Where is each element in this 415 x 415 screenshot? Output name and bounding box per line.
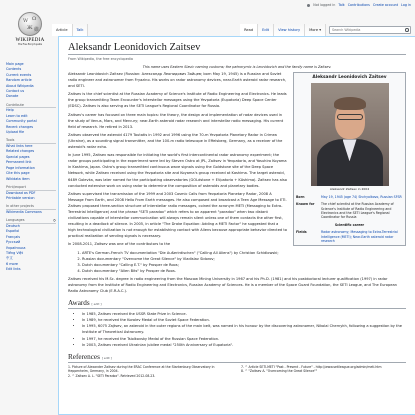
sidebar-item-printable-version[interactable]: Printable version — [6, 195, 35, 200]
page-title: Aleksandr Leonidovich Zaitsev — [68, 42, 406, 55]
infobox-row-fields — [296, 230, 403, 243]
logo-glyph: W — [23, 18, 29, 24]
sidebar-item-current-events[interactable]: Current events — [6, 72, 32, 77]
sidebar-item-learn-to-edit[interactable]: Learn to edit — [6, 113, 28, 118]
logo-wordmark: WIKIPEDIA — [15, 38, 45, 43]
infobox-row-known-for — [296, 202, 403, 220]
paragraph: In June 1995, Zaitsev was responsible for initiating the world's first intercontinental radar astronomy experiment; the radar groups participating in the experiment were led by Steven Ostro at JPL, Zaitsev in Yevpatoria, and Yasuhiro Koyama in Kashima, Japan. Ostro's group transmitted continuous wave signals using the Goldstone site of the Deep Space Network, while Zaitsev received using the Yevpatoria site and Koyama's group received at Kashima. The target asteroid, 6489 Golevka, was later named for the participating observatories (GOLdstone + EVpatoria + KAshima). Zaitsev has also conducted extensive work on using radar to determine the composition of asteroids and planetary bodies. — [68, 153, 287, 188]
sidebar-lang-ru[interactable]: Русский — [6, 240, 21, 245]
article-content — [58, 36, 415, 415]
sidebar-item-related-changes[interactable]: Related changes — [6, 149, 35, 154]
list-item: 1. ARTE's German-French TV documentation "Die Außerirdischen" ("Calling All Aliens") by Christian Schidlowski; — [82, 250, 406, 256]
wikipedia-logo[interactable] — [10, 12, 50, 56]
sidebar-item-commons[interactable]: Wikimedia Commons — [6, 209, 42, 214]
section-heading-references — [68, 353, 406, 363]
sidebar-item-page-information[interactable]: Page information — [6, 165, 35, 170]
list-item: • In 1997, he received the Tsiolkovsky Medal of the Russian Space Federation. — [82, 336, 406, 342]
sidebar-lang-uk[interactable]: Українська — [6, 245, 26, 250]
reference-item: 7. ^ Article SETI-METI "Past - Present - Future" - http://www.setileague.org/admin/meti.htm — [241, 364, 382, 369]
languages-label: Languages — [6, 218, 25, 223]
awards-list — [68, 311, 406, 348]
sidebar-item-permanent-link[interactable]: Permanent link — [6, 160, 32, 165]
list-item: 4. Dutch documentary "Alien Bits" by Prosper de Roos. — [82, 268, 406, 274]
sidebar-item-donate[interactable]: Donate — [6, 94, 19, 99]
references-column-right — [241, 365, 406, 378]
paragraph: Zaitsev received his M.Sc. degree in radio engineering from the Moscow Mining University in 1967 and his Ph.D. (1981) and his postdoctoral lecturer qualification (1997) in radar astronomy from the Institute of Radio Engineering and Electronics, Russian Academy of Sciences. He is a member of the Space Guard Foundation, the SETI League, and The European Radio Astronomy Club (E.R.A.C.). — [68, 276, 397, 294]
sidebar-item-contact[interactable]: Contact us — [6, 89, 25, 94]
infobox-label: Known for — [296, 202, 315, 207]
sidebar-heading-print: Print/export — [6, 185, 56, 191]
sidebar-lang-es[interactable]: Español — [6, 229, 20, 234]
page-subtitle: From Wikipedia, the free encyclopedia — [68, 57, 133, 61]
sidebar-item-recent-changes[interactable]: Recent changes — [6, 124, 34, 129]
infobox-caption: Aleksandr Zaitsev in 2004 — [329, 187, 370, 192]
list-item: • In 1985, Zaitsev received the USSR State Prize in Science. — [82, 311, 406, 317]
namespace-tabs — [52, 24, 88, 36]
sidebar-item-what-links-here[interactable]: What links here — [6, 144, 33, 149]
sidebar-item-wikidata-item[interactable]: Wikidata item — [6, 176, 30, 181]
more-label: More — [309, 28, 319, 32]
hatnote: This name uses Eastern Slavic naming customs; the patronymic is Leonidovich and the family name is Zaitsev. — [142, 65, 332, 69]
sidebar-item-cite-this-page[interactable]: Cite this page — [6, 171, 30, 176]
tab-view-history[interactable]: View history — [274, 24, 305, 36]
references-column-left — [68, 365, 233, 378]
sidebar-item-help[interactable]: Help — [6, 108, 14, 113]
logo-tagline: The Free Encyclopedia — [17, 43, 43, 46]
top-bar — [0, 0, 415, 14]
reference-item: 8. ^ "Zaitsev A. "Overcoming the Great Silence"" — [241, 369, 318, 374]
sidebar-item-upload-file[interactable]: Upload file — [6, 130, 25, 135]
log-in-link[interactable]: Log in — [401, 3, 411, 7]
list-item: • In 1995, 6075 Zajtsev, an asteroid in the outer regions of the main belt, was named in his honour by the discovering astronomer, Nikolai Chernykh, following a suggestion by the Institute of Theoretical Astronomy. — [82, 323, 406, 335]
list-item: 2. Russian documentary "Overcome the Great Silence" by Vladislav Sidorov; — [82, 256, 406, 262]
references-heading-text: References — [68, 352, 100, 361]
sidebar — [6, 62, 56, 273]
logo-glyph: Ж — [27, 25, 33, 31]
sidebar-heading-tools: Tools — [6, 138, 56, 144]
list-item: 3. Dutch documentary "Calling E.T." by Prosper de Roos; — [82, 262, 406, 268]
sidebar-more-languages[interactable]: 6 more — [6, 261, 19, 266]
sidebar-item-community-portal[interactable]: Community portal — [6, 119, 37, 124]
sidebar-item-special-pages[interactable]: Special pages — [6, 154, 30, 159]
paragraph: Zaitsev supervised the transmission of the 1999 and 2003 Cosmic Calls from Yevpatoria Planetary Radar, 2008 A Message From Earth, and 2008 Hello From Earth messages. He also composed and broadcast a Teen Age Message to ETI. Zaitsev proposed three-section structure of interstellar radio messages, coined the acronym METI (Messaging to Extra-Terrestrial Intelligence) and the phrase "SETI paradox" which refers to an apparent "paradox" when two distant civilizations capable of interstellar communication will always remain silent unless one of them contacts the other first, resulting in a deadlock of silence. In 2005, in article "The Drake Equation: Adding a METI Factor" he suggested that a high technological civilization is not enough for establishing contact with Aliens because appropriate behavior directed to practical realization of sending signals is necessary. — [68, 191, 287, 239]
paragraph: In 2008-2011, Zaitsev was one of the contributors to the — [68, 242, 171, 247]
sidebar-lang-zh[interactable]: 中文 — [6, 256, 13, 261]
infobox-row-born — [296, 195, 403, 199]
awards-heading-text: Awards — [68, 299, 90, 308]
sidebar-item-contents[interactable]: Contents — [6, 67, 22, 72]
search-icon[interactable] — [405, 28, 409, 32]
infobox-section-heading: Scientific career — [334, 222, 365, 227]
paragraph: Zaitsev is the chief scientist at the Russian Academy of Science's Institute of Radio Engineering and Electronics. He leads the group transmitting Team Encounter's interstellar messages using the Yevpatoria (Eupatoria) Deep Space Center (EDSC). Zaitsev is also serving as the SETI League's Regional Coordinator for Russia. — [68, 92, 287, 109]
sidebar-lang-vi[interactable]: Tiếng Việt — [6, 250, 23, 255]
sidebar-navigation — [6, 62, 56, 100]
puzzle-globe-icon — [18, 12, 42, 36]
sidebar-item-download-pdf[interactable]: Download as PDF — [6, 190, 36, 195]
settings-gear-icon[interactable] — [53, 219, 56, 222]
references-list — [68, 365, 406, 378]
infobox-value[interactable]: May 19, 1945 (age 74) Shchyolkovo, Russian SFSR — [321, 194, 402, 199]
tab-article[interactable]: Article — [52, 24, 73, 36]
photo-hair — [334, 97, 366, 110]
photo-glasses — [337, 114, 363, 120]
tab-talk[interactable]: Talk — [73, 24, 89, 36]
list-item: • In 1989, he received the Korolev Medal of the Soviet Space Federation. — [82, 317, 406, 323]
portrait-photo[interactable] — [311, 83, 389, 186]
infobox — [293, 72, 406, 246]
paragraph: Zaitsev's career has focused on three main topics: the theory, the design and implementation of radar devices used in the study of Venus, Mars, and Mercury; near-Earth asteroid radar research and interstellar radio messaging. His current field of research. He retired in 2013. — [68, 112, 284, 129]
logo-glyph: 維 — [34, 27, 40, 33]
user-icon — [307, 4, 310, 7]
search-input[interactable] — [330, 28, 404, 32]
sidebar-lang-fr[interactable]: Français — [6, 234, 20, 239]
reference-item: 2. ^ Zaitsev A. L. "SETI Paradox". Retrieved 2012-08-23. — [68, 373, 156, 378]
tab-more[interactable]: More ▾ — [305, 24, 326, 36]
tab-read[interactable]: Read — [240, 24, 258, 36]
sidebar-heading-other-projects: In other projects — [6, 204, 56, 210]
view-tabs — [240, 24, 411, 36]
sidebar-heading-contribute: Contribute — [6, 103, 56, 109]
sidebar-item-main-page[interactable]: Main page — [6, 62, 24, 66]
reference-item: 1. Picture of Alexander Zaitsev during the ERAC Conference at the Starkenburg Observatory in Heppenheim, Germany, in 2004. — [68, 364, 215, 374]
edit-section-link[interactable]: [ edit ] — [91, 302, 102, 307]
sidebar-edit-links[interactable]: Edit links — [6, 267, 21, 272]
infobox-label: Born — [296, 194, 305, 199]
contributions-list — [68, 250, 406, 274]
create-account-link[interactable]: Create account — [372, 3, 399, 7]
search-box — [329, 26, 411, 34]
paragraph: Zaitsev observed the asteroid 4179 Toutatis in 1992 and 1996 using the 70-m Yevpatoria Planetary Radar in Crimea (Ukraine), as a sounding signal transmitter, and the 100-m radio telescope in Effelsberg, Germany, as a receiver of the asteroid's radar echo. — [68, 132, 283, 150]
contributions-link[interactable]: Contributions — [347, 3, 370, 7]
sidebar-item-random-article[interactable]: Random article — [6, 78, 32, 83]
tab-edit[interactable]: Edit — [258, 24, 274, 36]
infobox-title: Aleksandr Leonidovich Zaitsev — [312, 75, 387, 80]
section-heading-awards — [68, 299, 406, 309]
sidebar-item-about[interactable]: About Wikipedia — [6, 83, 34, 88]
paragraph: Aleksandr Leonidovich Zaitsev (Russian: Александр Леонидович Зайцев; born May 19, 1945) is a Russian and Soviet radio engineer and astronomer from Fryazino. His works on radar astronomy devices, near-Earth asteroid radar research, and SETI. — [68, 72, 287, 89]
infobox-value[interactable]: Radar astronomy; Messaging to Extra-Terrestrial Intelligence (METI); Near-Earth asteroid radar research — [321, 230, 398, 244]
logo-glyph: Ω — [32, 16, 37, 22]
talk-link[interactable]: Talk — [338, 3, 345, 7]
edit-section-link[interactable]: [ edit ] — [101, 355, 112, 360]
not-logged-in-text: Not logged in — [313, 3, 336, 7]
infobox-label: Fields — [296, 230, 307, 235]
sidebar-lang-de[interactable]: Deutsch — [6, 223, 20, 228]
list-item: • In 2003, Zaitsev received Ukrainian jubilee medal "250th Anniversary of Eupatoria". — [82, 342, 406, 348]
personal-tools — [307, 3, 411, 7]
infobox-value: The chief scientist at the Russian Academy of Science's Institute of Radio Engineering and Electronics and the SETI League's Regional Coordinator for Russia — [321, 202, 394, 220]
